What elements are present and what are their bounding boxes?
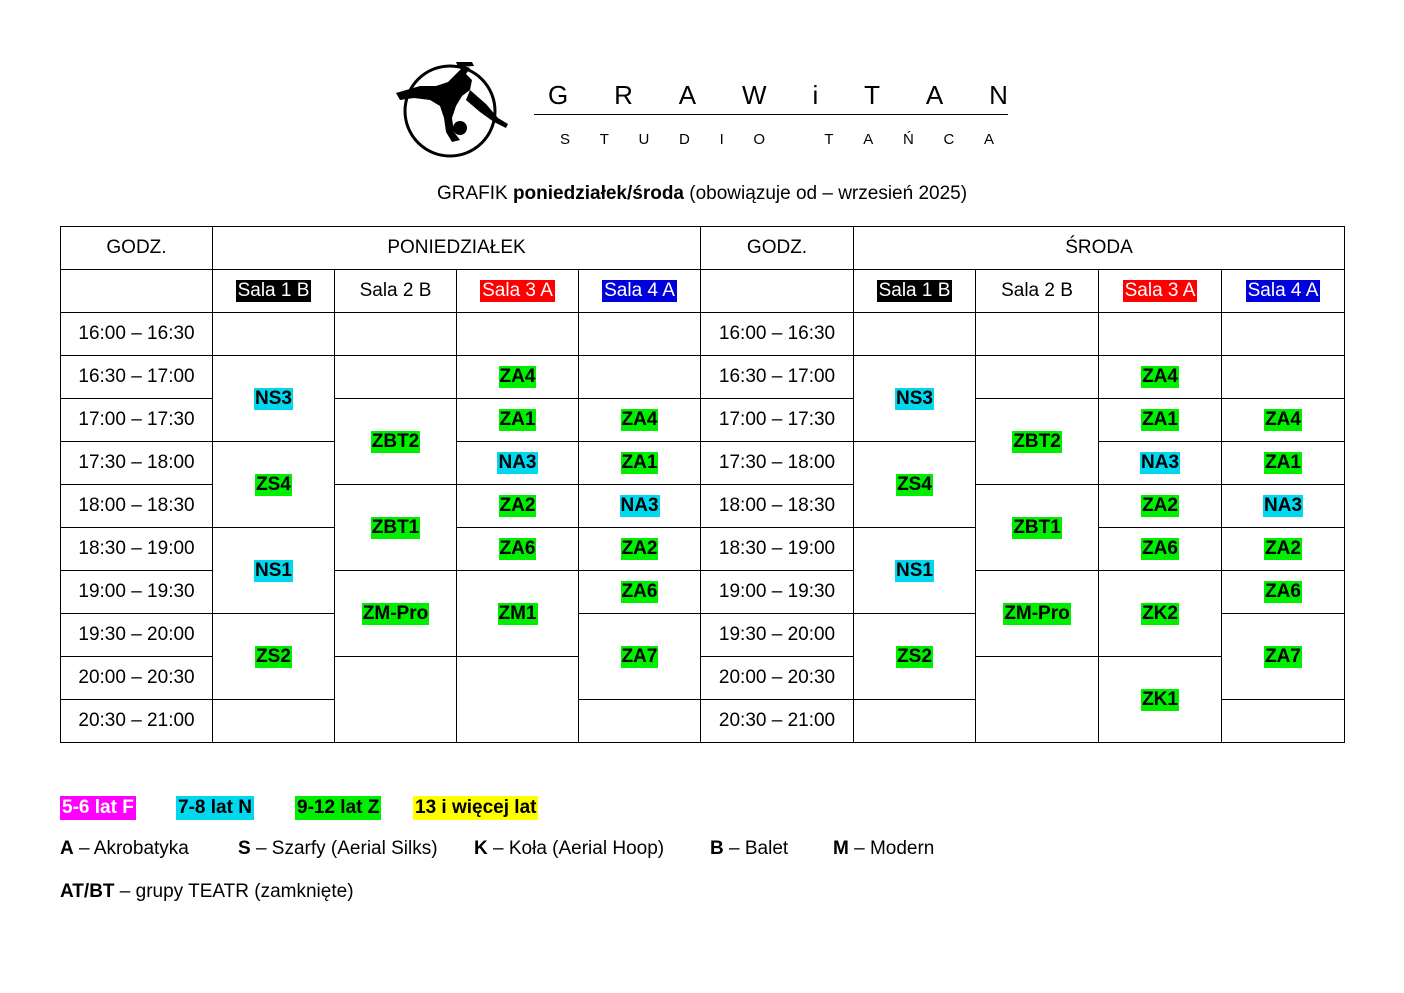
hall-header (1222, 270, 1345, 313)
wednesday-header: ŚRODA (854, 227, 1345, 270)
time-cell: 20:00 – 20:30 (701, 657, 854, 700)
brand-letter: G (548, 79, 569, 110)
age-label-z: 9-12 lat Z (297, 797, 380, 818)
legend-key: S (238, 838, 251, 859)
empty-cell (457, 313, 579, 356)
class-cell (579, 442, 701, 485)
class-cell (213, 614, 335, 700)
class-code: NS1 (896, 559, 933, 581)
class-cell (457, 528, 579, 571)
class-cell (213, 356, 335, 442)
brand-letter: i (812, 79, 819, 110)
age-label-13: 13 i więcej lat (415, 797, 537, 818)
hall-header (579, 270, 701, 313)
empty-cell (335, 356, 457, 399)
class-cell (1222, 485, 1345, 528)
class-code: ZA6 (621, 581, 658, 602)
monday-header: PONIEDZIAŁEK (213, 227, 701, 270)
schedule-title (0, 183, 1404, 205)
class-code: ZA4 (499, 366, 536, 387)
brand-sub-letter: U (638, 130, 650, 148)
time-cell: 19:00 – 19:30 (61, 571, 213, 614)
class-cell (579, 528, 701, 571)
time-cell: 16:00 – 16:30 (701, 313, 854, 356)
halls-row (61, 270, 1345, 313)
empty-cell (213, 313, 335, 356)
class-cell (1099, 571, 1222, 657)
class-cell (335, 571, 457, 657)
class-code: ZA1 (621, 452, 658, 473)
class-code: NS3 (255, 387, 292, 409)
class-code: ZS4 (256, 473, 291, 495)
class-code: ZM-Pro (1004, 602, 1070, 624)
class-cell (335, 485, 457, 571)
class-cell (1222, 442, 1345, 485)
brand-sub-letter: C (943, 130, 955, 148)
empty-cell (579, 356, 701, 399)
legend-text: – Modern (848, 838, 935, 859)
class-cell (976, 399, 1099, 485)
empty-cell (335, 657, 457, 743)
empty-cell (976, 313, 1099, 356)
class-cell (579, 571, 701, 614)
class-code: ZA6 (1265, 581, 1301, 602)
table-row (61, 528, 1345, 571)
class-cell (1099, 528, 1222, 571)
brand-sub-letter: O (753, 130, 766, 148)
table-header-row (61, 227, 1345, 270)
class-code: NA3 (620, 495, 659, 516)
legend-text: – Balet (723, 838, 789, 859)
class-code: NA3 (1141, 452, 1180, 473)
legend-text: – grupy TEATR (zamknięte) (114, 881, 354, 902)
class-cell (457, 442, 579, 485)
class-cell (457, 399, 579, 442)
class-code: ZBT2 (1013, 430, 1061, 452)
class-cell (1099, 442, 1222, 485)
class-cell (213, 442, 335, 528)
godz-header: GODZ. (61, 227, 213, 270)
time-cell: 16:30 – 17:00 (61, 356, 213, 399)
class-code: ZA1 (1265, 452, 1301, 473)
dancer-logo-icon (390, 60, 518, 164)
class-cell (579, 614, 701, 700)
class-code: ZK2 (1142, 602, 1178, 624)
empty-cell (701, 270, 854, 313)
class-code: ZA6 (1142, 538, 1178, 559)
class-code: NS1 (255, 559, 292, 581)
hall-label: Sala 3 A (1124, 280, 1196, 301)
brand-sub-letter: I (719, 130, 724, 148)
class-code: NS3 (896, 387, 933, 409)
class-cell (854, 614, 976, 700)
brand-divider (534, 114, 1008, 115)
class-code: ZA4 (621, 409, 658, 430)
class-cell (1222, 614, 1345, 700)
legend-item (710, 838, 788, 860)
hall-label: Sala 3 A (482, 280, 553, 301)
age-label-f: 5-6 lat F (62, 797, 134, 818)
hall-label: Sala 1 B (237, 280, 310, 301)
class-cell (854, 356, 976, 442)
brand-sub-letter: A (863, 130, 874, 148)
class-cell (213, 528, 335, 614)
legend-key: B (710, 838, 724, 859)
class-code: ZA4 (1142, 366, 1178, 387)
schedule-table (60, 226, 1345, 743)
empty-cell (61, 270, 213, 313)
class-cell (335, 399, 457, 485)
legend-text: – Koła (Aerial Hoop) (487, 838, 665, 859)
time-cell: 18:30 – 19:00 (701, 528, 854, 571)
empty-cell (1222, 700, 1345, 743)
table-row (61, 442, 1345, 485)
table-row (61, 356, 1345, 399)
hall-header (1099, 270, 1222, 313)
brand-letter: A (678, 79, 697, 110)
hall-header (976, 270, 1099, 313)
empty-cell (854, 313, 976, 356)
class-cell (976, 485, 1099, 571)
hall-label: Sala 2 B (1001, 280, 1073, 301)
class-cell (1099, 657, 1222, 743)
brand-sub-letter: T (824, 130, 834, 148)
time-cell: 17:00 – 17:30 (701, 399, 854, 442)
hall-label: Sala 1 B (878, 280, 951, 301)
hall-label: Sala 2 B (359, 280, 432, 301)
legend-text: – Akrobatyka (73, 838, 189, 859)
class-code: ZA1 (499, 409, 536, 430)
brand-sub-letter: A (983, 130, 994, 148)
title-days: poniedziałek/środa (512, 183, 684, 204)
brand-subtitle (560, 128, 994, 150)
empty-cell (1222, 313, 1345, 356)
class-code: ZS2 (256, 645, 291, 667)
brand-letter: R (614, 79, 633, 110)
class-code: ZBT2 (371, 430, 420, 452)
time-cell: 18:00 – 18:30 (61, 485, 213, 528)
time-cell: 20:30 – 21:00 (701, 700, 854, 743)
empty-cell (976, 356, 1099, 399)
hall-header (457, 270, 579, 313)
time-cell: 19:30 – 20:00 (61, 614, 213, 657)
class-code: ZM1 (498, 602, 537, 624)
time-cell: 18:30 – 19:00 (61, 528, 213, 571)
time-cell: 16:00 – 16:30 (61, 313, 213, 356)
hall-label: Sala 4 A (1247, 280, 1319, 301)
class-cell (1099, 399, 1222, 442)
class-code: ZA7 (621, 645, 658, 667)
brand-letter: N (989, 79, 1008, 110)
time-cell: 17:30 – 18:00 (701, 442, 854, 485)
legend-item (833, 838, 934, 860)
class-cell (579, 485, 701, 528)
time-cell: 19:00 – 19:30 (701, 571, 854, 614)
class-cell (976, 571, 1099, 657)
hall-header (213, 270, 335, 313)
empty-cell (1222, 356, 1345, 399)
godz-header: GODZ. (701, 227, 854, 270)
time-cell: 20:00 – 20:30 (61, 657, 213, 700)
legend-item (60, 838, 189, 860)
hall-label: Sala 4 A (604, 280, 675, 301)
brand-sub-letter: Ń (902, 130, 914, 148)
brand-letter: T (864, 79, 881, 110)
empty-cell (579, 700, 701, 743)
time-cell: 17:30 – 18:00 (61, 442, 213, 485)
class-cell (457, 356, 579, 399)
studio-logo (390, 60, 518, 164)
age-label-n: 7-8 lat N (178, 797, 252, 818)
class-code: ZBT1 (371, 516, 420, 538)
class-code: ZK1 (1142, 688, 1178, 710)
brand-name (548, 80, 1008, 110)
class-code: ZS4 (897, 473, 932, 495)
class-cell (1222, 528, 1345, 571)
empty-cell (335, 313, 457, 356)
brand-letter: A (925, 79, 944, 110)
time-cell: 18:00 – 18:30 (701, 485, 854, 528)
class-cell (579, 399, 701, 442)
class-code: ZA4 (1265, 409, 1301, 430)
class-cell (1099, 356, 1222, 399)
time-cell: 17:00 – 17:30 (61, 399, 213, 442)
class-code: ZA6 (499, 538, 536, 559)
class-code: ZM-Pro (362, 602, 429, 624)
class-cell (457, 571, 579, 657)
legend-key: A (60, 838, 74, 859)
time-cell: 20:30 – 21:00 (61, 700, 213, 743)
class-code: ZA2 (1265, 538, 1301, 559)
class-cell (1222, 571, 1345, 614)
class-code: ZA2 (621, 538, 658, 559)
class-cell (854, 528, 976, 614)
title-suffix: (obowiązuje od – wrzesień 2025) (684, 183, 968, 204)
legend-key: M (833, 838, 849, 859)
hall-header (854, 270, 976, 313)
class-code: NA3 (498, 452, 537, 473)
class-code: ZBT1 (1013, 516, 1061, 538)
empty-cell (854, 700, 976, 743)
class-code: ZA7 (1265, 645, 1301, 667)
class-cell (1099, 485, 1222, 528)
brand-sub-letter: T (599, 130, 609, 148)
teatr-legend (60, 881, 354, 903)
class-code: ZA2 (1142, 495, 1178, 516)
brand-letter: W (742, 79, 767, 110)
class-code: ZA2 (499, 495, 536, 516)
class-code: ZS2 (897, 645, 932, 667)
legend-text: – Szarfy (Aerial Silks) (250, 838, 438, 859)
class-cell (1222, 399, 1345, 442)
empty-cell (457, 657, 579, 743)
title-prefix: GRAFIK (436, 183, 513, 204)
time-cell: 19:30 – 20:00 (701, 614, 854, 657)
brand-sub-letter: S (560, 130, 571, 148)
brand-sub-letter: D (679, 130, 690, 148)
table-row (61, 313, 1345, 356)
legend-item (238, 838, 438, 860)
class-cell (854, 442, 976, 528)
legend-key: AT/BT (60, 881, 115, 902)
class-code: ZA1 (1142, 409, 1178, 430)
empty-cell (213, 700, 335, 743)
legend-item (474, 838, 664, 860)
time-cell: 16:30 – 17:00 (701, 356, 854, 399)
legend-key: K (474, 838, 488, 859)
empty-cell (1099, 313, 1222, 356)
class-cell (457, 485, 579, 528)
empty-cell (579, 313, 701, 356)
hall-header (335, 270, 457, 313)
empty-cell (976, 657, 1099, 743)
class-code: NA3 (1264, 495, 1303, 516)
